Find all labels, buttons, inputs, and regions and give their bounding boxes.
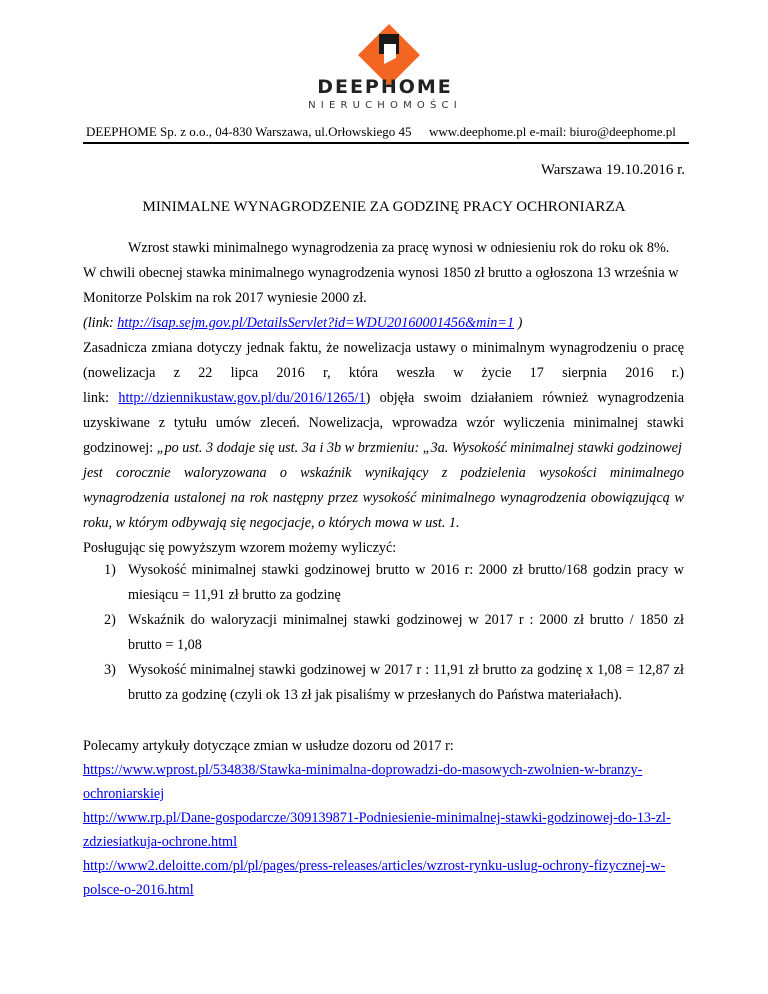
list-item-3-line-1: Wysokość minimalnej stawki godzinowej w 2017 r : 11,91 zł brutto za godzinę x 1,08 = 12,87 zł xyxy=(128,662,684,678)
article-link-2-line-1[interactable]: http://www.rp.pl/Dane-gospodarcze/309139871-Podniesienie-minimalnej-stawki-godzinowej-do-13-zl- xyxy=(83,810,671,826)
law-link-prefix: (link: xyxy=(83,315,118,331)
intro-line-1: Wzrost stawki minimalnego wynagrodzenia za pracę wynosi w odniesieniu rok do roku ok 8%. xyxy=(128,240,670,256)
quote-line-3: roku, w którym odbywają się negocjacje, o których mowa w ust. 1. xyxy=(83,515,460,531)
law-link-suffix: ) xyxy=(514,315,523,331)
law-link-line xyxy=(83,314,684,332)
p2-link-suffix: ) objęła swoim działaniem również wynagrodzenia xyxy=(365,390,684,406)
list-number-1: 1) xyxy=(104,562,116,578)
article-link-2-line-2[interactable]: zdziesiatkuja-ochrone.html xyxy=(83,834,238,850)
p2-line-5 xyxy=(83,439,684,457)
p2-line-5-quote: „po ust. 3 dodaje się ust. 3a i 3b w brzmieniu: „3a. Wysokość minimalnej stawki godzinowej xyxy=(156,440,682,456)
quote-line-1: jest corocznie waloryzowana o wskaźnik wynikający z podzielenia wysokości minimalnego xyxy=(83,465,684,481)
brand-subtitle: NIERUCHOMOŚCI xyxy=(308,100,462,111)
p2-line-2: (nowelizacja z 22 lipca 2016 r, która weszła w życie 17 sierpnia 2016 r.) xyxy=(83,365,684,381)
list-item-2-line-1: Wskaźnik do waloryzacji minimalnej stawki godzinowej w 2017 r : 2000 zł brutto / 1850 zł xyxy=(128,612,684,628)
list-item-1-line-2: miesiącu = 11,91 zł brutto za godzinę xyxy=(128,587,341,603)
articles-intro: Polecamy artykuły dotyczące zmian w usłudze dozoru od 2017 r: xyxy=(83,738,454,754)
article-link-1-cont[interactable] xyxy=(83,785,684,803)
article-link-1-line-2[interactable]: ochroniarskiej xyxy=(83,786,165,802)
p2-line-5-prefix: godzinowej: xyxy=(83,440,157,456)
p2-link-prefix: link: xyxy=(83,390,119,406)
isap-law-link[interactable]: http://isap.sejm.gov.pl/DetailsServlet?id=WDU20160001456&min=1 xyxy=(117,315,515,331)
list-item-1-line-1: Wysokość minimalnej stawki godzinowej brutto w 2016 r: 2000 zł brutto/168 godzin pracy w xyxy=(128,562,684,578)
intro-line-2: W chwili obecnej stawka minimalnego wynagrodzenia wynosi 1850 zł brutto a ogłoszona 13 września w xyxy=(83,265,679,281)
article-link-2-cont[interactable] xyxy=(83,833,684,851)
document-title: MINIMALNE WYNAGRODZENIE ZA GODZINĘ PRACY OCHRONIARZA xyxy=(142,199,626,215)
article-link-1-line-1[interactable]: https://www.wprost.pl/534838/Stawka-minimalna-doprowadzi-do-masowych-zwolnien-w-branzy- xyxy=(83,762,643,778)
dziennik-ustaw-link[interactable]: http://dziennikustaw.gov.pl/du/2016/1265/1 xyxy=(118,390,366,406)
list-number-3: 3) xyxy=(104,662,116,678)
quote-line-2: wynagrodzenia ustalonej na rok następny przez wysokość minimalnego wynagrodzenia obowiązującą w xyxy=(83,490,684,506)
article-link-3-line-1[interactable]: http://www2.deloitte.com/pl/pl/pages/press-releases/articles/wzrost-rynku-uslug-ochrony-fizycznej-w- xyxy=(83,858,666,874)
header-divider xyxy=(83,142,689,143)
article-link-3[interactable] xyxy=(83,857,684,875)
article-link-1[interactable] xyxy=(83,761,684,779)
list-item-3-line-2: brutto za godzinę (czyli ok 13 zł jak pisaliśmy w przesłanych do Państwa materiałach). xyxy=(128,687,623,703)
list-item-2-line-2: brutto = 1,08 xyxy=(128,637,202,653)
p2-line-4: uzyskiwane z tytułu umów zleceń. Nowelizacja, wprowadza wzór wyliczenia minimalnej stawki xyxy=(83,415,684,431)
company-contact: www.deephome.pl e-mail: biuro@deephome.pl xyxy=(429,124,676,139)
intro-line-3: Monitorze Polskim na rok 2017 wyniesie 2000 zł. xyxy=(83,290,367,306)
company-address: DEEPHOME Sp. z o.o., 04-830 Warszawa, ul.Orłowskiego 45 xyxy=(86,124,412,139)
list-number-2: 2) xyxy=(104,612,116,628)
article-link-3-cont[interactable] xyxy=(83,881,684,899)
p2-line-3 xyxy=(83,389,684,407)
calc-intro: Posługując się powyższym wzorem możemy wyliczyć: xyxy=(83,540,397,556)
p2-line-1: Zasadnicza zmiana dotyczy jednak faktu, że nowelizacja ustawy o minimalnym wynagrodzeniu o pracę xyxy=(83,340,684,356)
article-link-3-line-2[interactable]: polsce-o-2016.html xyxy=(83,882,194,898)
document-date: Warszawa 19.10.2016 r. xyxy=(540,162,685,178)
article-link-2[interactable] xyxy=(83,809,684,827)
brand-name: DEEPHOME xyxy=(317,76,453,98)
